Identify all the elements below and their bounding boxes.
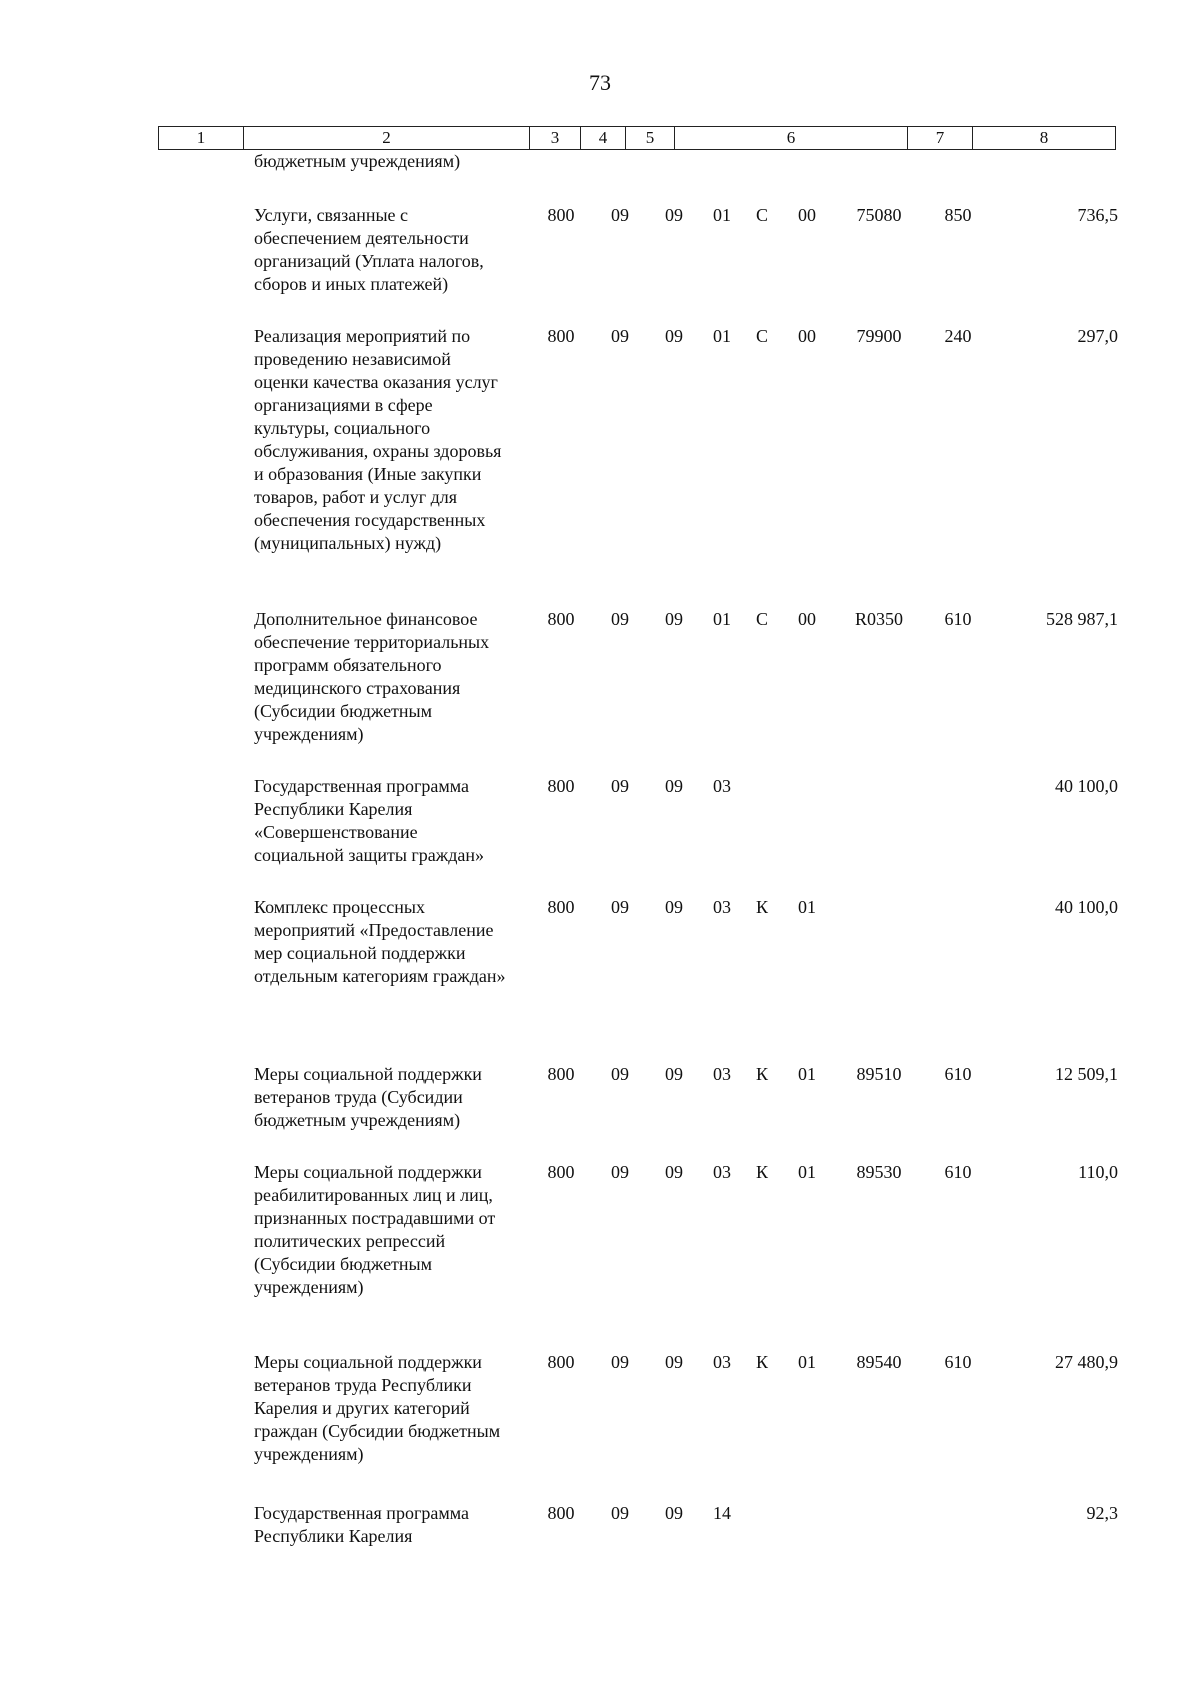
code-ministry: 800 (547, 1352, 575, 1372)
code-expense-type: 240 (944, 326, 972, 346)
header-col-4: 4 (581, 127, 626, 150)
code-subprogram: С (755, 326, 768, 346)
row-amount: 736,5 (1077, 205, 1118, 225)
code-section: 09 (611, 326, 629, 346)
code-subprogram: С (755, 609, 768, 629)
code-event: 01 (798, 1064, 816, 1084)
column-number-header (158, 126, 1116, 150)
header-col-8: 8 (973, 127, 1116, 150)
row-description: Меры социальной поддержки реабилитированных лиц и лиц, признанных пострадавшими от политических репрессий (Субсидии бюджетным учреждениям) (254, 1162, 496, 1297)
code-expense-type: 610 (944, 609, 972, 629)
code-ministry: 800 (547, 776, 575, 796)
code-direction: 79900 (856, 326, 902, 346)
code-subsection: 09 (665, 1503, 683, 1523)
code-section: 09 (611, 1503, 629, 1523)
row-description: Услуги, связанные с обеспечением деятельности организаций (Уплата налогов, сборов и иных платежей) (254, 205, 484, 294)
row-amount: 110,0 (1078, 1162, 1118, 1182)
page-number: 73 (589, 70, 611, 95)
code-direction: 89510 (856, 1064, 902, 1084)
header-col-2: 2 (244, 127, 530, 150)
row-description: бюджетным учреждениям) (254, 151, 461, 171)
code-ministry: 800 (547, 1503, 575, 1523)
code-subsection: 09 (665, 1352, 683, 1372)
code-direction: 89530 (856, 1162, 902, 1182)
code-ministry: 800 (547, 205, 575, 225)
row-amount: 40 100,0 (1055, 897, 1118, 917)
code-subprogram: С (755, 205, 768, 225)
code-program: 03 (713, 776, 731, 796)
row-amount: 12 509,1 (1055, 1064, 1118, 1084)
code-subprogram: К (755, 1162, 768, 1182)
code-event: 00 (798, 609, 816, 629)
code-expense-type: 610 (944, 1352, 972, 1372)
code-subprogram: К (755, 1064, 768, 1084)
code-section: 09 (611, 1064, 629, 1084)
code-subsection: 09 (665, 897, 683, 917)
code-expense-type: 610 (944, 1064, 972, 1084)
code-expense-type: 850 (944, 205, 972, 225)
header-col-7: 7 (908, 127, 973, 150)
row-description: Меры социальной поддержки ветеранов труда (Субсидии бюджетным учреждениям) (254, 1064, 482, 1130)
row-description: Комплекс процессных мероприятий «Предоставление мер социальной поддержки отдельным категориям граждан» (254, 897, 506, 986)
code-program: 03 (713, 1064, 731, 1084)
code-section: 09 (611, 776, 629, 796)
code-ministry: 800 (547, 1064, 575, 1084)
code-subsection: 09 (665, 1064, 683, 1084)
code-event: 01 (798, 1352, 816, 1372)
code-direction: 89540 (856, 1352, 902, 1372)
code-ministry: 800 (547, 609, 575, 629)
code-section: 09 (611, 205, 629, 225)
code-event: 01 (798, 897, 816, 917)
row-description: Государственная программа Республики Карелия (254, 1503, 469, 1546)
code-event: 00 (798, 205, 816, 225)
row-description: Государственная программа Республики Карелия «Совершенствование социальной защиты граждан» (254, 776, 485, 865)
code-subsection: 09 (665, 205, 683, 225)
code-subsection: 09 (665, 326, 683, 346)
code-direction: 75080 (856, 205, 902, 225)
row-amount: 92,3 (1086, 1503, 1118, 1523)
code-subprogram: К (755, 897, 768, 917)
row-amount: 297,0 (1077, 326, 1118, 346)
row-amount: 40 100,0 (1055, 776, 1118, 796)
code-expense-type: 610 (944, 1162, 972, 1182)
code-section: 09 (611, 609, 629, 629)
code-section: 09 (611, 1162, 629, 1182)
code-program: 01 (713, 609, 731, 629)
header-col-6: 6 (675, 127, 908, 150)
row-description: Меры социальной поддержки ветеранов труда Республики Карелия и других категорий граждан (Субсидии бюджетным учреждениям) (254, 1352, 501, 1464)
code-subsection: 09 (665, 776, 683, 796)
code-program: 03 (713, 1162, 731, 1182)
row-amount: 27 480,9 (1055, 1352, 1118, 1372)
header-col-5: 5 (626, 127, 675, 150)
code-subsection: 09 (665, 609, 683, 629)
code-event: 01 (798, 1162, 816, 1182)
code-program: 01 (713, 326, 731, 346)
code-direction: R0350 (854, 609, 903, 629)
code-ministry: 800 (547, 897, 575, 917)
code-program: 03 (713, 897, 731, 917)
code-section: 09 (611, 1352, 629, 1372)
code-program: 01 (713, 205, 731, 225)
code-subsection: 09 (665, 1162, 683, 1182)
code-subprogram: К (755, 1352, 768, 1372)
code-program: 03 (713, 1352, 731, 1372)
code-section: 09 (611, 897, 629, 917)
row-amount: 528 987,1 (1046, 609, 1118, 629)
row-description: Дополнительное финансовое обеспечение территориальных программ обязательного медицинского страхования (Субсидии бюджетным учреждениям) (254, 609, 490, 744)
code-program: 14 (713, 1503, 731, 1523)
row-description: Реализация мероприятий по проведению независимой оценки качества оказания услуг организациями в сфере культуры, социального обслуживания, охраны здоровья и образования (Иные закупки товаров, работ и услуг для обеспечения государственных (муниципальных) нужд) (254, 326, 502, 553)
code-ministry: 800 (547, 326, 575, 346)
header-col-1: 1 (159, 127, 244, 150)
code-ministry: 800 (547, 1162, 575, 1182)
code-event: 00 (798, 326, 816, 346)
header-col-3: 3 (530, 127, 581, 150)
